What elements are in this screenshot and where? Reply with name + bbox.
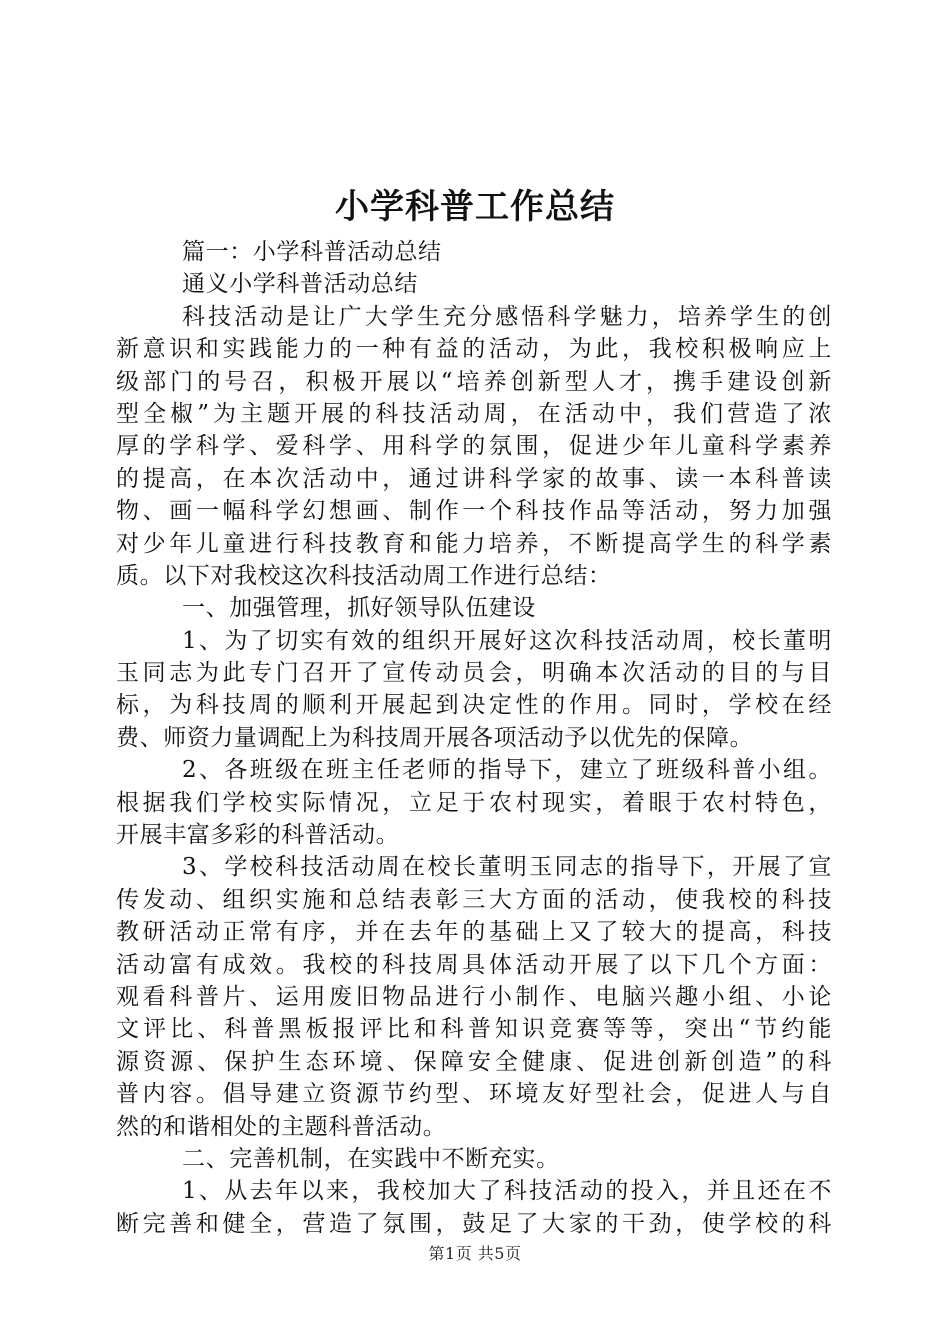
paragraph-line: 对少年儿童进行科技教育和能力培养，不断提高学生的科学素	[116, 530, 832, 557]
paragraph-line: 玉同志为此专门召开了宣传动员会，明确本次活动的目的与目	[116, 660, 832, 687]
paragraph-line: 新意识和实践能力的一种有益的活动，为此，我校积极响应上	[116, 336, 832, 363]
paragraph-line: 3、学校科技活动周在校长董明玉同志的指导下，开展了宣	[182, 854, 832, 881]
paragraph-line: 厚的学科学、爱科学、用科学的氛围，促进少年儿童科学素养	[116, 433, 832, 460]
paragraph-line: 根据我们学校实际情况，立足于农村现实，着眼于农村特色，	[116, 789, 832, 816]
paragraph-line: 教研活动正常有序，并在去年的基础上又了较大的提高，科技	[116, 919, 832, 946]
page-footer: 第1页 共5页	[428, 1244, 522, 1263]
paragraph-line: 的提高，在本次活动中，通过讲科学家的故事、读一本科普读	[116, 465, 832, 492]
paragraph-line: 物、画一幅科学幻想画、制作一个科技作品等活动，努力加强	[116, 498, 832, 525]
subsection-heading: 通义小学科普活动总结	[182, 271, 418, 298]
paragraph-line: 2、各班级在班主任老师的指导下，建立了班级科普小组。	[182, 757, 832, 784]
paragraph-line: 传发动、组织实施和总结表彰三大方面的活动，使我校的科技	[116, 886, 832, 913]
paragraph-line: 级部门的号召，积极开展以“培养创新型人才，携手建设创新	[116, 368, 832, 395]
paragraph-line: 活动富有成效。我校的科技周具体活动开展了以下几个方面：	[116, 951, 832, 978]
paragraph-line: 质。以下对我校这次科技活动周工作进行总结：	[116, 562, 612, 589]
paragraph-line: 费、师资力量调配上为科技周开展各项活动予以优先的保障。	[116, 724, 754, 751]
document-body	[116, 236, 832, 1240]
paragraph-line: 观看科普片、运用废旧物品进行小制作、电脑兴趣小组、小论	[116, 983, 832, 1010]
paragraph-line: 1、为了切实有效的组织开展好这次科技活动周，校长董明	[182, 627, 832, 654]
paragraph-line: 断完善和健全，营造了氛围，鼓足了大家的干劲，使学校的科	[116, 1210, 832, 1237]
paragraph-line: 普内容。倡导建立资源节约型、环境友好型社会，促进人与自	[116, 1081, 832, 1108]
paragraph-line: 标，为科技周的顺利开展起到决定性的作用。同时，学校在经	[116, 692, 832, 719]
paragraph-line: 1、从去年以来，我校加大了科技活动的投入，并且还在不	[182, 1178, 832, 1205]
paragraph-line: 科技活动是让广大学生充分感悟科学魅力，培养学生的创	[182, 303, 832, 330]
paragraph-line: 然的和谐相处的主题科普活动。	[116, 1113, 447, 1140]
paragraph-line: 开展丰富多彩的科普活动。	[116, 822, 400, 849]
section-heading: 一、加强管理，抓好领导队伍建设	[182, 595, 536, 622]
paragraph-line: 型全椒”为主题开展的科技活动周，在活动中，我们营造了浓	[116, 400, 832, 427]
paragraph-line: 源资源、保护生态环境、保障安全健康、促进创新创造”的科	[116, 1048, 832, 1075]
section-heading: 篇一：小学科普活动总结	[182, 239, 442, 265]
document-title: 小学科普工作总结	[335, 187, 615, 227]
paragraph-line: 文评比、科普黑板报评比和科普知识竞赛等等，突出“节约能	[116, 1016, 832, 1043]
section-heading: 二、完善机制，在实践中不断充实。	[182, 1145, 560, 1172]
